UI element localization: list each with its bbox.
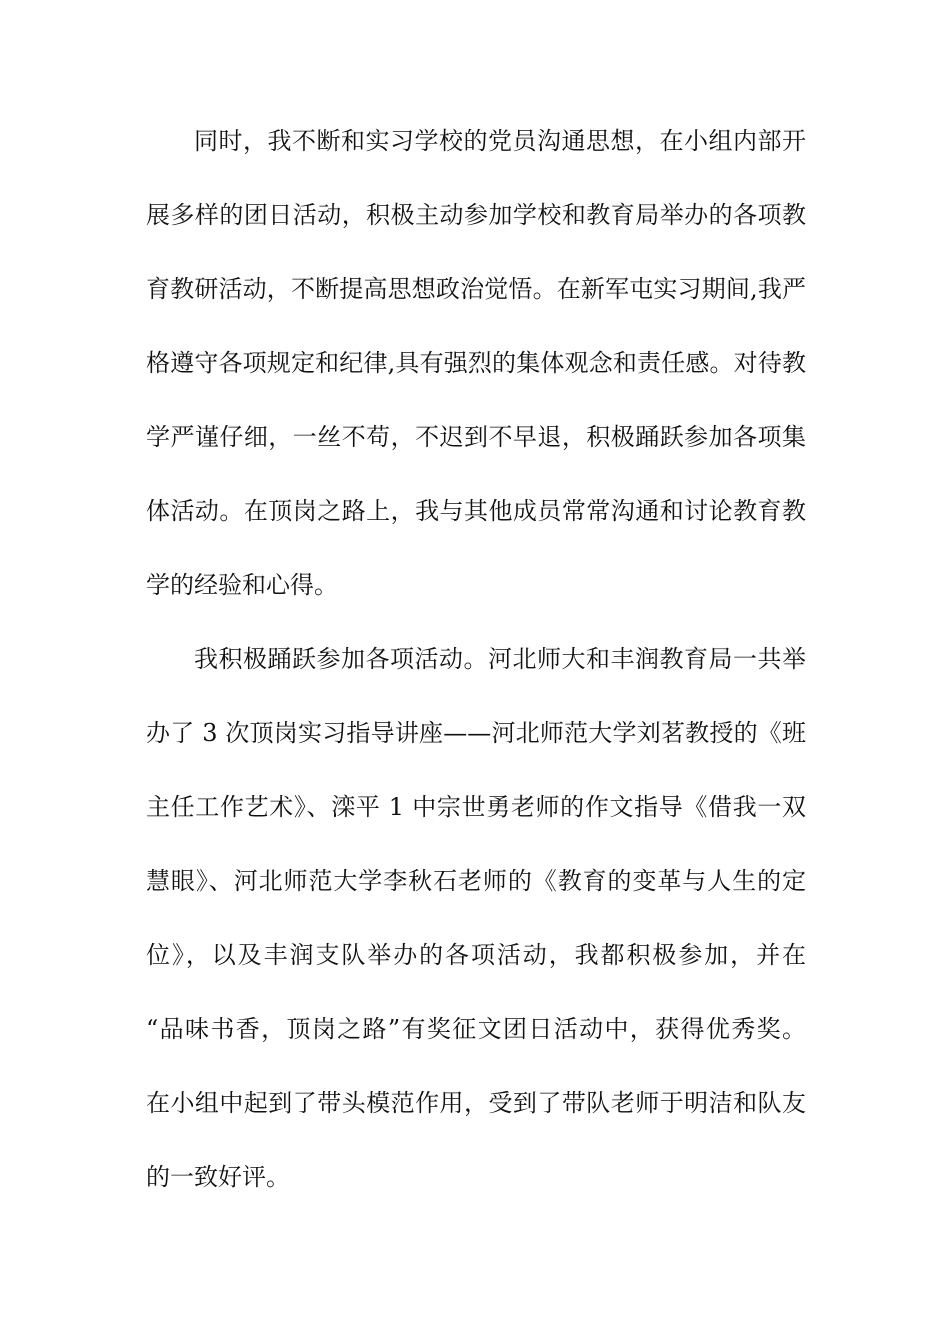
text-line: 在小组中起到了带头模范作用，受到了带队老师于明洁和队友 bbox=[146, 1089, 806, 1117]
text-line: “品味书香，顶岗之路”有奖征文团日活动中，获得优秀奖。 bbox=[146, 1015, 806, 1043]
text-line: 慧眼》、河北师范大学李秋石老师的《教育的变革与人生的定 bbox=[146, 867, 806, 895]
text-line: 的一致好评。 bbox=[146, 1163, 290, 1191]
document-body bbox=[146, 129, 806, 1239]
paragraph-1 bbox=[146, 129, 806, 597]
text-line: 学的经验和心得。 bbox=[146, 571, 338, 599]
text-line: 格遵守各项规定和纪律,具有强烈的集体观念和责任感。对待教 bbox=[146, 349, 806, 377]
text-line: 同时，我不断和实习学校的党员沟通思想，在小组内部开 bbox=[194, 127, 806, 155]
text-line: 我积极踊跃参加各项活动。河北师大和丰润教育局一共举 bbox=[194, 645, 806, 673]
paragraph-2 bbox=[146, 647, 806, 1189]
text-line: 体活动。在顶岗之路上，我与其他成员常常沟通和讨论教育教 bbox=[146, 497, 806, 525]
text-line: 展多样的团日活动，积极主动参加学校和教育局举办的各项教 bbox=[146, 201, 806, 229]
text-line: 办了 3 次顶岗实习指导讲座——河北师范大学刘茗教授的《班 bbox=[146, 719, 806, 747]
text-line: 育教研活动，不断提高思想政治觉悟。在新军屯实习期间,我严 bbox=[146, 275, 806, 303]
text-line: 主任工作艺术》、滦平 1 中宗世勇老师的作文指导《借我一双 bbox=[146, 793, 806, 821]
text-line: 位》，以及丰润支队举办的各项活动，我都积极参加，并在 bbox=[146, 941, 806, 969]
text-line: 学严谨仔细，一丝不苟，不迟到不早退，积极踊跃参加各项集 bbox=[146, 423, 806, 451]
